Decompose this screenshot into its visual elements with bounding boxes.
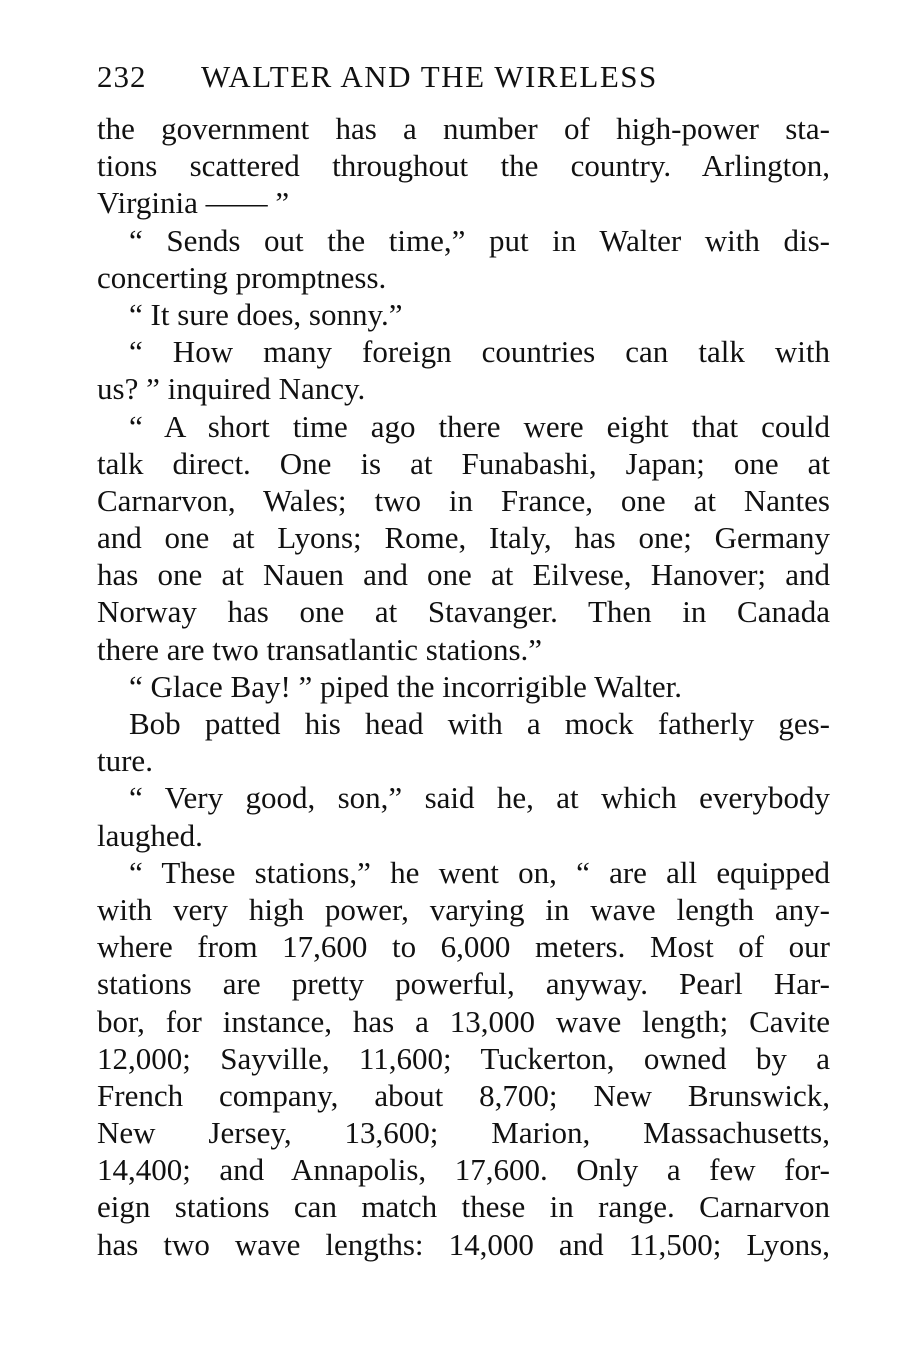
text-line: Virginia —— ” [97,185,290,221]
text-line: 12,000; Sayville, 11,600; Tuckerton, owned by a [97,1040,830,1076]
text-line: talk direct. One is at Funabashi, Japan; one at [97,445,830,481]
text-line: bor, for instance, has a 13,000 wave length; Cavite [97,1003,830,1039]
running-title: WALTER AND THE WIRELESS [201,59,658,94]
text-line: stations are pretty powerful, anyway. Pearl Har- [97,966,830,1002]
text-line: Bob patted his head with a mock fatherly ges- [129,706,830,741]
text-line: the government has a number of high-power sta- [97,111,830,146]
text-line: ture. [97,743,153,779]
text-line: and one at Lyons; Rome, Italy, has one; Germany [97,520,830,556]
text-line: New Jersey, 13,600; Marion, Massachusetts, [97,1115,830,1151]
text-line: “ How many foreign countries can talk with [129,334,830,370]
text-line: has one at Nauen and one at Eilvese, Hanover; and [97,557,830,593]
text-line: “ It sure does, sonny.” [129,296,403,332]
text-line: eign stations can match these in range. Carnarvon [97,1189,830,1225]
text-line: 14,400; and Annapolis, 17,600. Only a few for- [97,1152,830,1188]
text-line: “ Glace Bay! ” piped the incorrigible Walter. [129,668,682,704]
text-line: “ These stations,” he went on, “ are all equipped [129,854,830,890]
text-line: French company, about 8,700; New Brunswick, [97,1077,830,1113]
body-text [97,110,830,1263]
text-line: Norway has one at Stavanger. Then in Canada [97,594,830,630]
text-line: laughed. [97,817,203,853]
text-line: with very high power, varying in wave length any- [97,891,830,927]
text-line: “ A short time ago there were eight that could [129,408,830,444]
text-line: us? ” inquired Nancy. [97,371,366,407]
text-line: concerting promptness. [97,259,387,295]
text-line: has two wave lengths: 14,000 and 11,500; Lyons, [97,1226,830,1262]
text-line: “ Very good, son,” said he, at which everybody [129,780,830,816]
text-line: there are two transatlantic stations.” [97,631,543,667]
text-line: where from 17,600 to 6,000 meters. Most of our [97,929,830,965]
text-line: Carnarvon, Wales; two in France, one at Nantes [97,482,830,518]
page-header [97,54,837,100]
text-line: “ Sends out the time,” put in Walter with dis- [129,222,830,258]
text-line: tions scattered throughout the country. Arlington, [97,148,830,184]
page-number: 232 [97,59,147,94]
